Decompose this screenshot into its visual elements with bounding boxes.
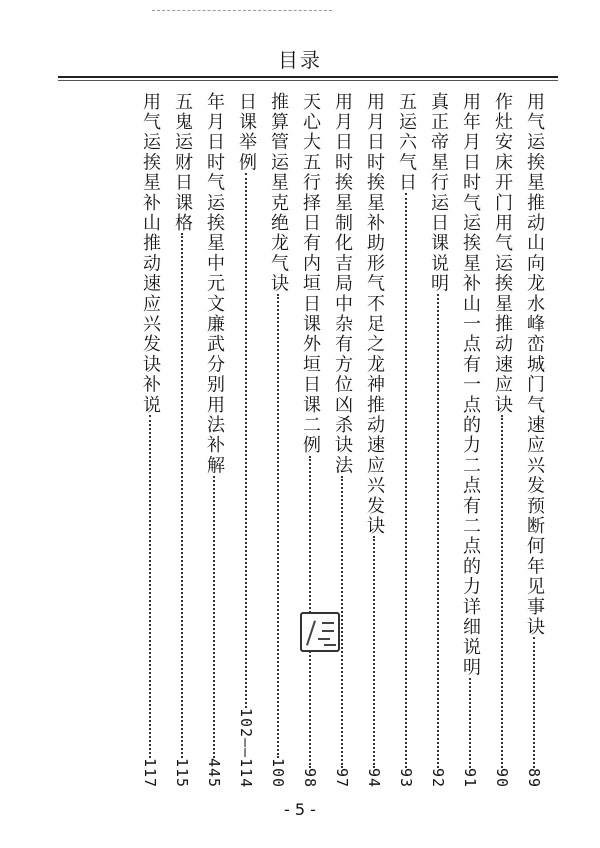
toc-entry[interactable] xyxy=(168,92,196,788)
dot-leader xyxy=(405,193,407,768)
dot-leader xyxy=(213,476,215,758)
toc-entry[interactable] xyxy=(232,92,260,788)
toc-entry-page: 89 xyxy=(525,767,543,788)
title-rule-thin xyxy=(58,80,558,81)
toc-entry-title: 真正帝星行运日课说明 xyxy=(428,92,449,294)
toc-entry-title: 天心大五行择日有内垣日课外垣日课二例 xyxy=(300,92,321,456)
toc-entry-page: 100 xyxy=(269,757,287,788)
dot-leader xyxy=(277,294,279,758)
toc-entry[interactable] xyxy=(392,92,420,788)
toc-entry-page: 115 xyxy=(173,757,191,788)
toc-entry-title: 日课举例 xyxy=(236,92,257,173)
toc-entry[interactable] xyxy=(328,92,356,788)
toc-entry[interactable] xyxy=(488,92,516,788)
title-rule xyxy=(58,76,558,78)
toc-entry-page: 97 xyxy=(333,767,351,788)
toc-entry-page: 92 xyxy=(429,767,447,788)
toc-entry-title: 用气运挨星推动山向龙水峰峦城门气速应兴发预断何年见事诀 xyxy=(524,92,545,638)
toc-entry-page: 117 xyxy=(141,757,159,788)
page-title: 目录 xyxy=(278,48,322,72)
toc-entry-page: 94 xyxy=(365,767,383,788)
dot-leader xyxy=(245,173,247,708)
toc-entry-title: 用气运挨星补山推动速应兴发诀补说 xyxy=(140,92,161,416)
dot-leader xyxy=(533,637,535,768)
toc-entry[interactable] xyxy=(424,92,452,788)
toc-entry-page: 93 xyxy=(397,767,415,788)
dot-leader xyxy=(149,415,151,758)
toc-entry-page: 102——114 xyxy=(237,707,255,788)
dot-leader xyxy=(181,233,183,758)
toc-entry-title: 用月日时挨星制化吉局中杂有方位凶杀诀法 xyxy=(332,92,353,476)
toc-entry-page: 445 xyxy=(205,757,223,788)
toc-entry-page: 91 xyxy=(461,767,479,788)
toc-entry[interactable] xyxy=(200,92,228,788)
toc-entry-title: 作灶安床开门用气运挨星推动速应诀 xyxy=(492,92,513,416)
toc-entry-title: 用年月日时气运挨星补山一点有一点的力二点有二点的力详细说明 xyxy=(460,92,481,678)
toc-entry-title: 年月日时气运挨星中元文廉武分别用法补解 xyxy=(204,92,225,476)
toc-entry[interactable] xyxy=(296,92,324,788)
page-number: - 5 - xyxy=(284,800,316,819)
toc-entry-title: 五鬼运财日课格 xyxy=(172,92,193,234)
dot-leader xyxy=(469,678,471,768)
top-divider xyxy=(152,10,332,11)
toc-entry-title: 五运六气日 xyxy=(396,92,417,193)
toc-entry[interactable] xyxy=(520,92,548,788)
toc-entry-page: 98 xyxy=(301,767,319,788)
dot-leader xyxy=(437,294,439,768)
toc-entry-title: 用月日时挨星补助形气不足之龙神推动速应兴发诀 xyxy=(364,92,385,537)
toc-entry[interactable] xyxy=(456,92,484,788)
toc-entry[interactable] xyxy=(136,92,164,788)
dot-leader xyxy=(373,536,375,768)
toc-entry-page: 90 xyxy=(493,767,511,788)
toc-entry[interactable] xyxy=(360,92,388,788)
seal-stamp-icon xyxy=(300,612,340,652)
dot-leader xyxy=(501,415,503,768)
toc-entry[interactable] xyxy=(264,92,292,788)
dot-leader xyxy=(341,476,343,768)
toc-entries xyxy=(136,92,548,792)
toc-entry-title: 推算管运星克绝龙气诀 xyxy=(268,92,289,294)
